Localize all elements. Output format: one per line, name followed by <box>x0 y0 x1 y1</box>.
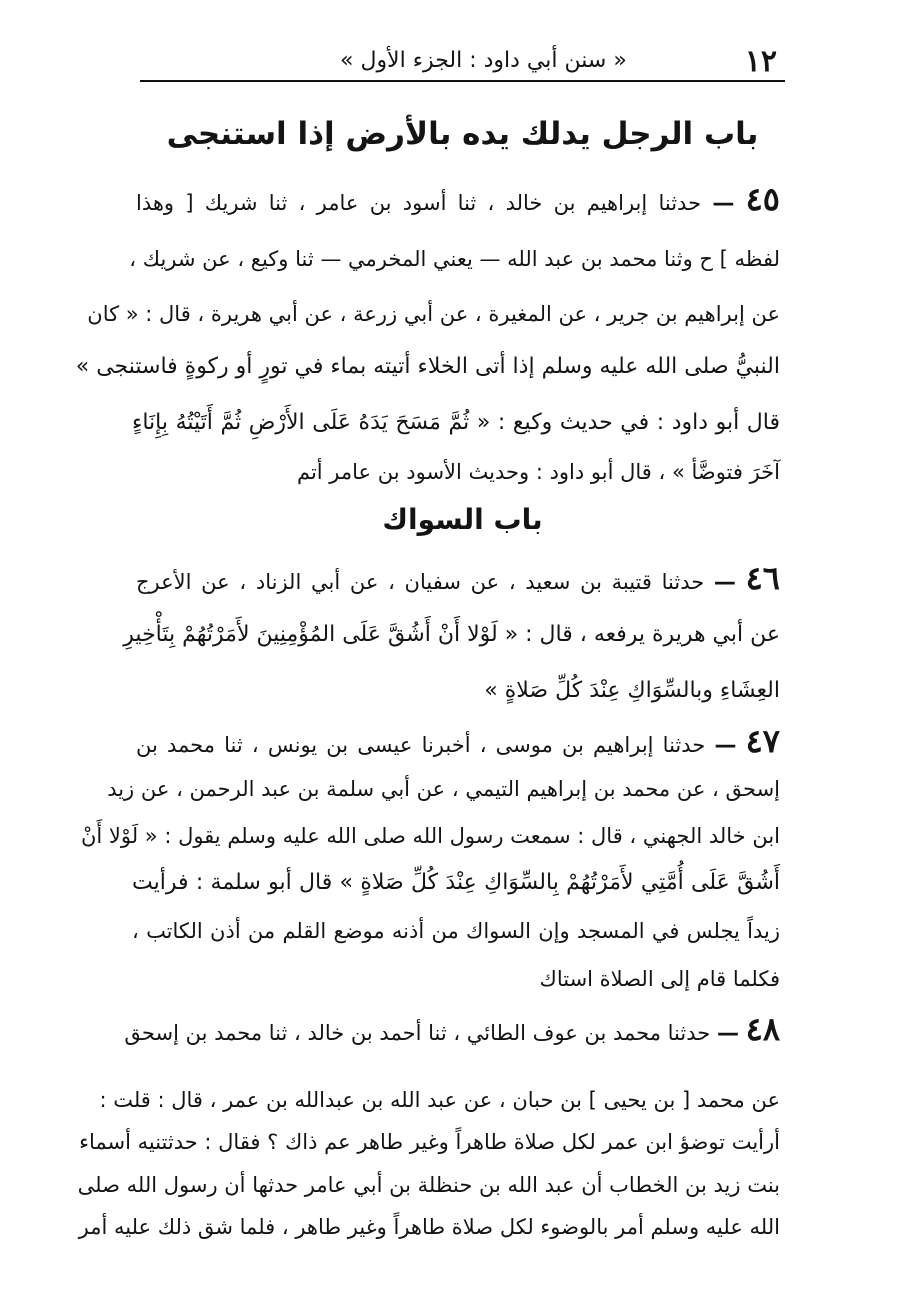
hadith-line <box>136 722 780 760</box>
hadith-line: بنت زيد بن الخطاب أن عبد الله بن حنظلة بن أبي عامر حدثها أن رسول الله صلى <box>77 1173 780 1197</box>
hadith-line: الله عليه وسلم أمر بالوضوء لكل صلاة طاهراً وغير طاهر ، فلما شق ذلك عليه أمر <box>78 1215 780 1239</box>
hadith-line: قال أبو داود : في حديث وكيع : « ثُمَّ مَسَحَ يَدَهُ عَلَى الأَرْضِ ثُمَّ أَتَيْتُهُ بِإِنَاءٍ <box>132 410 780 435</box>
hadith-line: العِشَاءِ وبالسِّوَاكِ عِنْدَ كُلِّ صَلاةٍ » <box>484 678 780 703</box>
hadith-line: النبيُّ صلى الله عليه وسلم إذا أتى الخلاء أتيته بماء في تورٍ أو ركوةٍ فاستنجى » <box>75 354 780 379</box>
hadith-text: حدثنا قتيبة بن سعيد ، عن سفيان ، عن أبي الزناد ، عن الأعرج <box>136 570 705 594</box>
hadith-line: عن إبراهيم بن جرير ، عن المغيرة ، عن أبي زرعة ، عن أبي هريرة ، قال : « كان <box>87 302 780 326</box>
hadith-line: عن أبي هريرة يرفعه ، قال : « لَوْلا أَنْ أَشُقَّ عَلَى المُؤْمِنِينَ لأَمَرْتُهُمْ بِتَأْخِيرِ <box>123 622 780 647</box>
hadith-line <box>136 559 780 597</box>
hadith-line: زيداً يجلس في المسجد وإن السواك من أذنه موضع القلم من أذن الكاتب ، <box>132 919 780 943</box>
chapter-heading: باب السواك <box>382 503 543 536</box>
hadith-text: حدثنا محمد بن عوف الطائي ، ثنا أحمد بن خالد ، ثنا محمد بن إسحق <box>124 1021 711 1045</box>
hadith-line: آخَرَ فتوضَّأ » ، قال أبو داود : وحديث الأسود بن عامر أتم <box>296 460 780 484</box>
hadith-number: ٤٦ <box>745 559 780 597</box>
hadith-line: أَشُقَّ عَلَى أُمَّتِي لأَمَرْتُهُمْ بِالسِّوَاكِ عِنْدَ كُلِّ صَلاةٍ » قال أبو سلمة : فرأيت <box>132 870 780 895</box>
hadith-line: لفظه ] ح وثنا محمد بن عبد الله — يعني المخرمي — ثنا وكيع ، عن شريك ، <box>129 247 780 271</box>
hadith-number: ٤٥ <box>745 180 780 218</box>
hadith-dash: — <box>716 1021 739 1046</box>
hadith-number: ٤٧ <box>745 722 780 760</box>
hadith-line <box>124 1010 780 1048</box>
hadith-dash: — <box>713 570 736 595</box>
hadith-line: ابن خالد الجهني ، قال : سمعت رسول الله صلى الله عليه وسلم يقول : « لَوْلا أَنْ <box>80 824 780 848</box>
hadith-number: ٤٨ <box>745 1010 780 1048</box>
page-number: ١٢ <box>744 44 777 79</box>
hadith-text: حدثنا إبراهيم بن موسى ، أخبرنا عيسى بن يونس ، ثنا محمد بن <box>136 733 706 757</box>
hadith-line: فكلما قام إلى الصلاة استاك <box>539 967 780 991</box>
hadith-line: أرأيت توضؤ ابن عمر لكل صلاة طاهراً وغير طاهر عم ذاك ؟ فقال : حدثتنيه أسماء <box>79 1130 780 1154</box>
hadith-line: عن محمد [ بن يحيى ] بن حبان ، عن عبد الله بن عبدالله بن عمر ، قال : قلت : <box>99 1088 780 1112</box>
running-header <box>140 38 785 78</box>
hadith-text: حدثنا إبراهيم بن خالد ، ثنا أسود بن عامر ، ثنا شريك [ وهذا <box>136 191 702 215</box>
hadith-line: إسحق ، عن محمد بن إبراهيم التيمي ، عن أبي سلمة بن عبد الرحمن ، عن زيد <box>107 777 780 801</box>
running-title: « سنن أبي داود : الجزء الأول » <box>340 48 627 73</box>
header-rule <box>140 80 785 82</box>
chapter-heading: باب الرجل يدلك يده بالأرض إذا استنجى <box>166 116 759 152</box>
hadith-line <box>136 180 780 218</box>
hadith-dash: — <box>714 733 737 758</box>
hadith-dash: — <box>712 191 735 216</box>
